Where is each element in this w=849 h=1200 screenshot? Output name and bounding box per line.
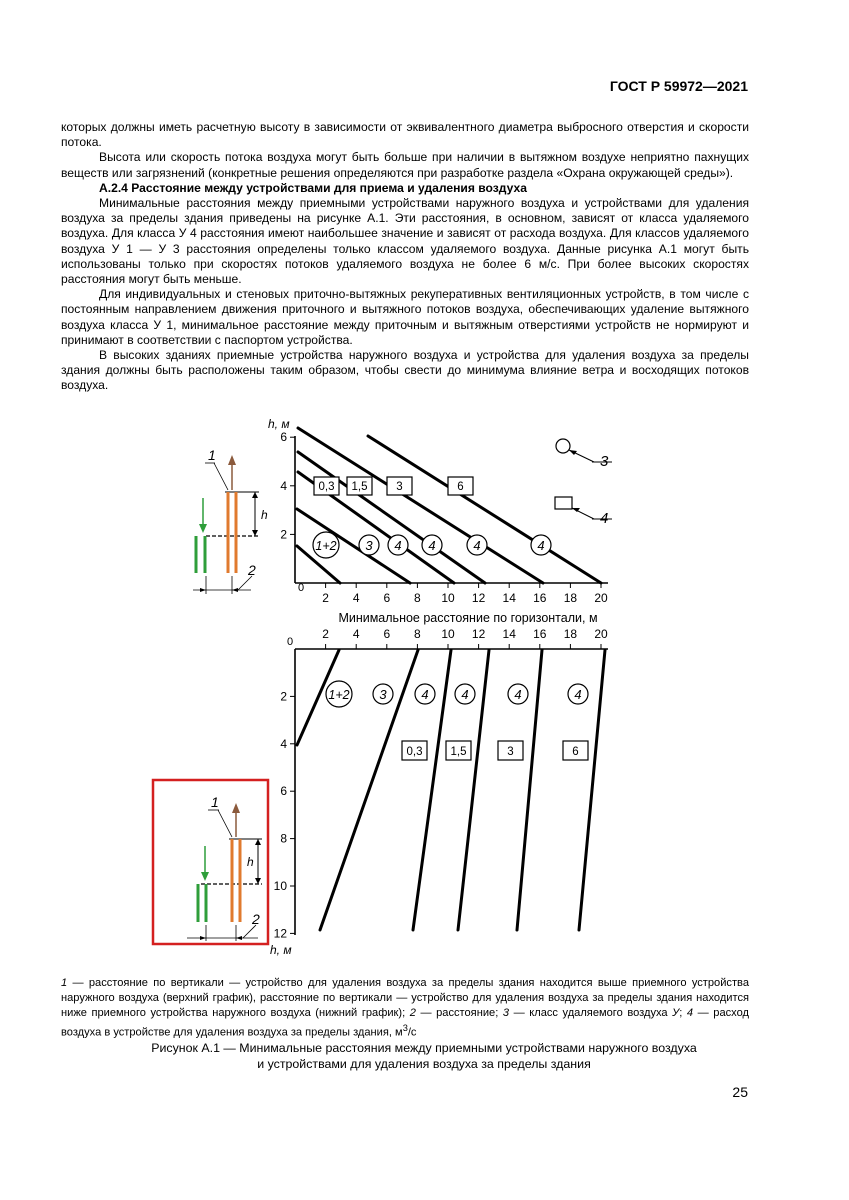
class-label-4: 4 bbox=[574, 687, 582, 702]
callout-2: 2 bbox=[248, 562, 256, 578]
schematic-exhaust-above bbox=[193, 447, 268, 594]
callout-1: 1 bbox=[208, 447, 216, 463]
page-number: 25 bbox=[732, 1084, 748, 1100]
class-label-4: 4 bbox=[421, 687, 429, 702]
x-tick-label: 18 bbox=[563, 591, 578, 605]
x-tick-label: 2 bbox=[322, 591, 329, 605]
height-label: h bbox=[247, 855, 254, 869]
class-label-4: 4 bbox=[428, 538, 436, 553]
x-tick-label: 4 bbox=[352, 591, 360, 605]
caption-line: и устройствами для удаления воздуха за пределы здания bbox=[257, 1056, 591, 1071]
legend-superscript: 3 bbox=[402, 1023, 408, 1033]
callout-1: 1 bbox=[211, 794, 219, 810]
y-tick-label: 6 bbox=[280, 430, 287, 445]
class-label-4: 4 bbox=[473, 538, 481, 553]
callout-3: 3 bbox=[600, 453, 609, 470]
legend-text: — расстояние; bbox=[415, 1007, 503, 1019]
flow-label-3: 3 bbox=[507, 746, 514, 758]
x-tick-label: 18 bbox=[563, 627, 578, 641]
figure-caption bbox=[60, 1041, 788, 1072]
legend-key: 1 bbox=[61, 977, 68, 989]
caption-line: Рисунок А.1 — Минимальные расстояния между приемными устройствами наружного воздуха bbox=[151, 1041, 697, 1055]
top-class-labels bbox=[313, 532, 551, 558]
legend-key: 4 bbox=[686, 1007, 694, 1019]
legend-text: — класс удаляемого воздуха bbox=[509, 1007, 673, 1019]
x-tick-label: 12 bbox=[471, 591, 486, 605]
y-tick-label: 6 bbox=[280, 784, 287, 799]
callout-2: 2 bbox=[252, 911, 260, 927]
flow-label-3: 3 bbox=[396, 481, 403, 493]
y-tick-label: 4 bbox=[280, 736, 287, 751]
x-tick-label: 6 bbox=[383, 591, 391, 605]
class-label-4: 4 bbox=[537, 538, 545, 553]
figure-legend bbox=[61, 976, 749, 1041]
top-line-flow-1-5 bbox=[298, 452, 485, 583]
y-tick-label: 10 bbox=[273, 879, 287, 893]
key-symbols bbox=[555, 439, 612, 527]
x-tick-label: 14 bbox=[502, 627, 516, 641]
class-label-3: 3 bbox=[365, 538, 373, 553]
x-tick-label: 20 bbox=[594, 591, 608, 605]
class-label-1-2: 1+2 bbox=[315, 539, 337, 553]
x-tick-label: 14 bbox=[502, 591, 516, 605]
paragraph: Для индивидуальных и стеновых приточно-вытяжных рекуперативных вентиляционных устройств, в том числе с постоянным направлением движения приточного и вытяжного потоков воздуха, обеспечивающих удаление вытяжного воздуха класса У 1, минимальное расстояние между приточным и вытяжным отверстиями устройств не нормируют и принимают в соответствии с паспортом устройства. bbox=[61, 287, 749, 347]
class-label-4: 4 bbox=[461, 687, 469, 702]
x-tick-label: 16 bbox=[533, 627, 547, 641]
x-tick-label: 10 bbox=[441, 627, 455, 641]
section-heading: А.2.4 Расстояние между устройствами для приема и удаления воздуха bbox=[99, 180, 527, 195]
bottom-y-tick-labels bbox=[274, 689, 288, 940]
top-x-tick-labels bbox=[322, 591, 608, 605]
legend-key: 2 bbox=[409, 1007, 416, 1019]
y-tick-label: 2 bbox=[280, 689, 287, 704]
x-axis-label: Минимальное расстояние по горизонтали, м bbox=[338, 611, 598, 625]
flow-label-6: 6 bbox=[572, 746, 579, 758]
y-tick-label: 2 bbox=[280, 527, 287, 542]
flow-label-0-3: 0,3 bbox=[406, 746, 423, 758]
bottom-x-tick-labels bbox=[322, 627, 608, 641]
legend-text: — расход воздуха в устройстве для удаления воздуха за пределы здания, м bbox=[61, 1007, 750, 1039]
paragraph: которых должны иметь расчетную высоту в зависимости от эквивалентного диаметра выбросного отверстия и скорости потока. bbox=[61, 120, 749, 150]
top-y-axis-label: h, м bbox=[268, 417, 290, 431]
x-tick-label: 8 bbox=[414, 627, 421, 641]
flow-label-6: 6 bbox=[457, 481, 464, 493]
key-circle-symbol bbox=[556, 439, 570, 453]
flow-label-1-5: 1,5 bbox=[351, 481, 368, 493]
x-tick-label: 10 bbox=[441, 591, 455, 605]
bottom-flow-labels bbox=[402, 741, 588, 760]
legend-key: 3 bbox=[502, 1007, 510, 1019]
top-y-tick-labels bbox=[280, 430, 287, 541]
bottom-class-labels bbox=[326, 681, 588, 707]
schematic-exhaust-below bbox=[187, 794, 262, 941]
callout-4: 4 bbox=[600, 510, 609, 527]
top-flow-labels bbox=[314, 477, 473, 495]
legend-text: — расстояние по вертикали — устройство для удаления воздуха за пределы здания находится выше приемного устройства наружного воздуха (верхний график), расстояние по вертикали — устройство для удаления воздуха за пределы здания находится ниже приемного устройства наружного воздуха (нижний график); bbox=[61, 977, 749, 1019]
x-tick-label: 6 bbox=[383, 627, 391, 641]
legend-class-letter: У bbox=[672, 1007, 680, 1019]
x-tick-label: 12 bbox=[471, 627, 486, 641]
paragraph: В высоких зданиях приемные устройства наружного воздуха и устройства для удаления воздуха за пределы здания должны быть расположены таким образом, чтобы свести до минимума влияние ветра и восходящих потоков воздуха. bbox=[61, 348, 749, 393]
legend-text: ; bbox=[679, 1007, 687, 1019]
key-box-symbol bbox=[555, 497, 572, 509]
x-tick-label: 2 bbox=[322, 627, 329, 641]
paragraph: Минимальные расстояния между приемными устройствами наружного воздуха и устройствами для удаления воздуха за пределы здания приведены на рисунке А.1. Эти расстояния, в основном, зависят от класса удаляемого воздуха. Для класса У 4 расстояния имеют наибольшее значение и зависят от расхода воздуха. Для классов удаляемого воздуха У 1 — У 3 расстояния определены только классом удаляемого воздуха. Данные рисунка А.1 могут быть использованы только при скоростях потоков удаляемого воздуха не более 6 м/с. При более высоких скоростях расстояния могут быть меньше. bbox=[61, 196, 749, 287]
flow-label-0-3: 0,3 bbox=[318, 481, 335, 493]
bottom-y-axis-label: h, м bbox=[270, 943, 292, 957]
class-label-1-2: 1+2 bbox=[328, 688, 350, 702]
y-tick-label: 12 bbox=[273, 926, 287, 941]
x-tick-label: 20 bbox=[594, 627, 608, 641]
class-label-4: 4 bbox=[514, 687, 522, 702]
legend-text: /с bbox=[407, 1026, 417, 1039]
bottom-chart bbox=[270, 627, 608, 957]
paragraph: Высота или скорость потока воздуха могут быть больше при наличии в вытяжном воздухе неприятно пахнущих веществ или загрязнений (конкретные решения определяются при разработке раздела «Охрана окружающей среды»). bbox=[61, 150, 749, 180]
bottom-x-origin-label: 0 bbox=[287, 636, 294, 648]
x-tick-label: 16 bbox=[533, 591, 547, 605]
height-label: h bbox=[261, 508, 268, 522]
top-x-origin-label: 0 bbox=[298, 582, 305, 594]
class-label-3: 3 bbox=[379, 687, 387, 702]
top-chart bbox=[268, 417, 612, 625]
standard-designation: ГОСТ Р 59972—2021 bbox=[609, 78, 748, 94]
x-tick-label: 8 bbox=[414, 591, 421, 605]
y-tick-label: 8 bbox=[280, 831, 287, 846]
y-tick-label: 4 bbox=[280, 478, 287, 493]
class-label-4: 4 bbox=[394, 538, 402, 553]
flow-label-1-5: 1,5 bbox=[450, 746, 467, 758]
x-tick-label: 4 bbox=[352, 627, 360, 641]
